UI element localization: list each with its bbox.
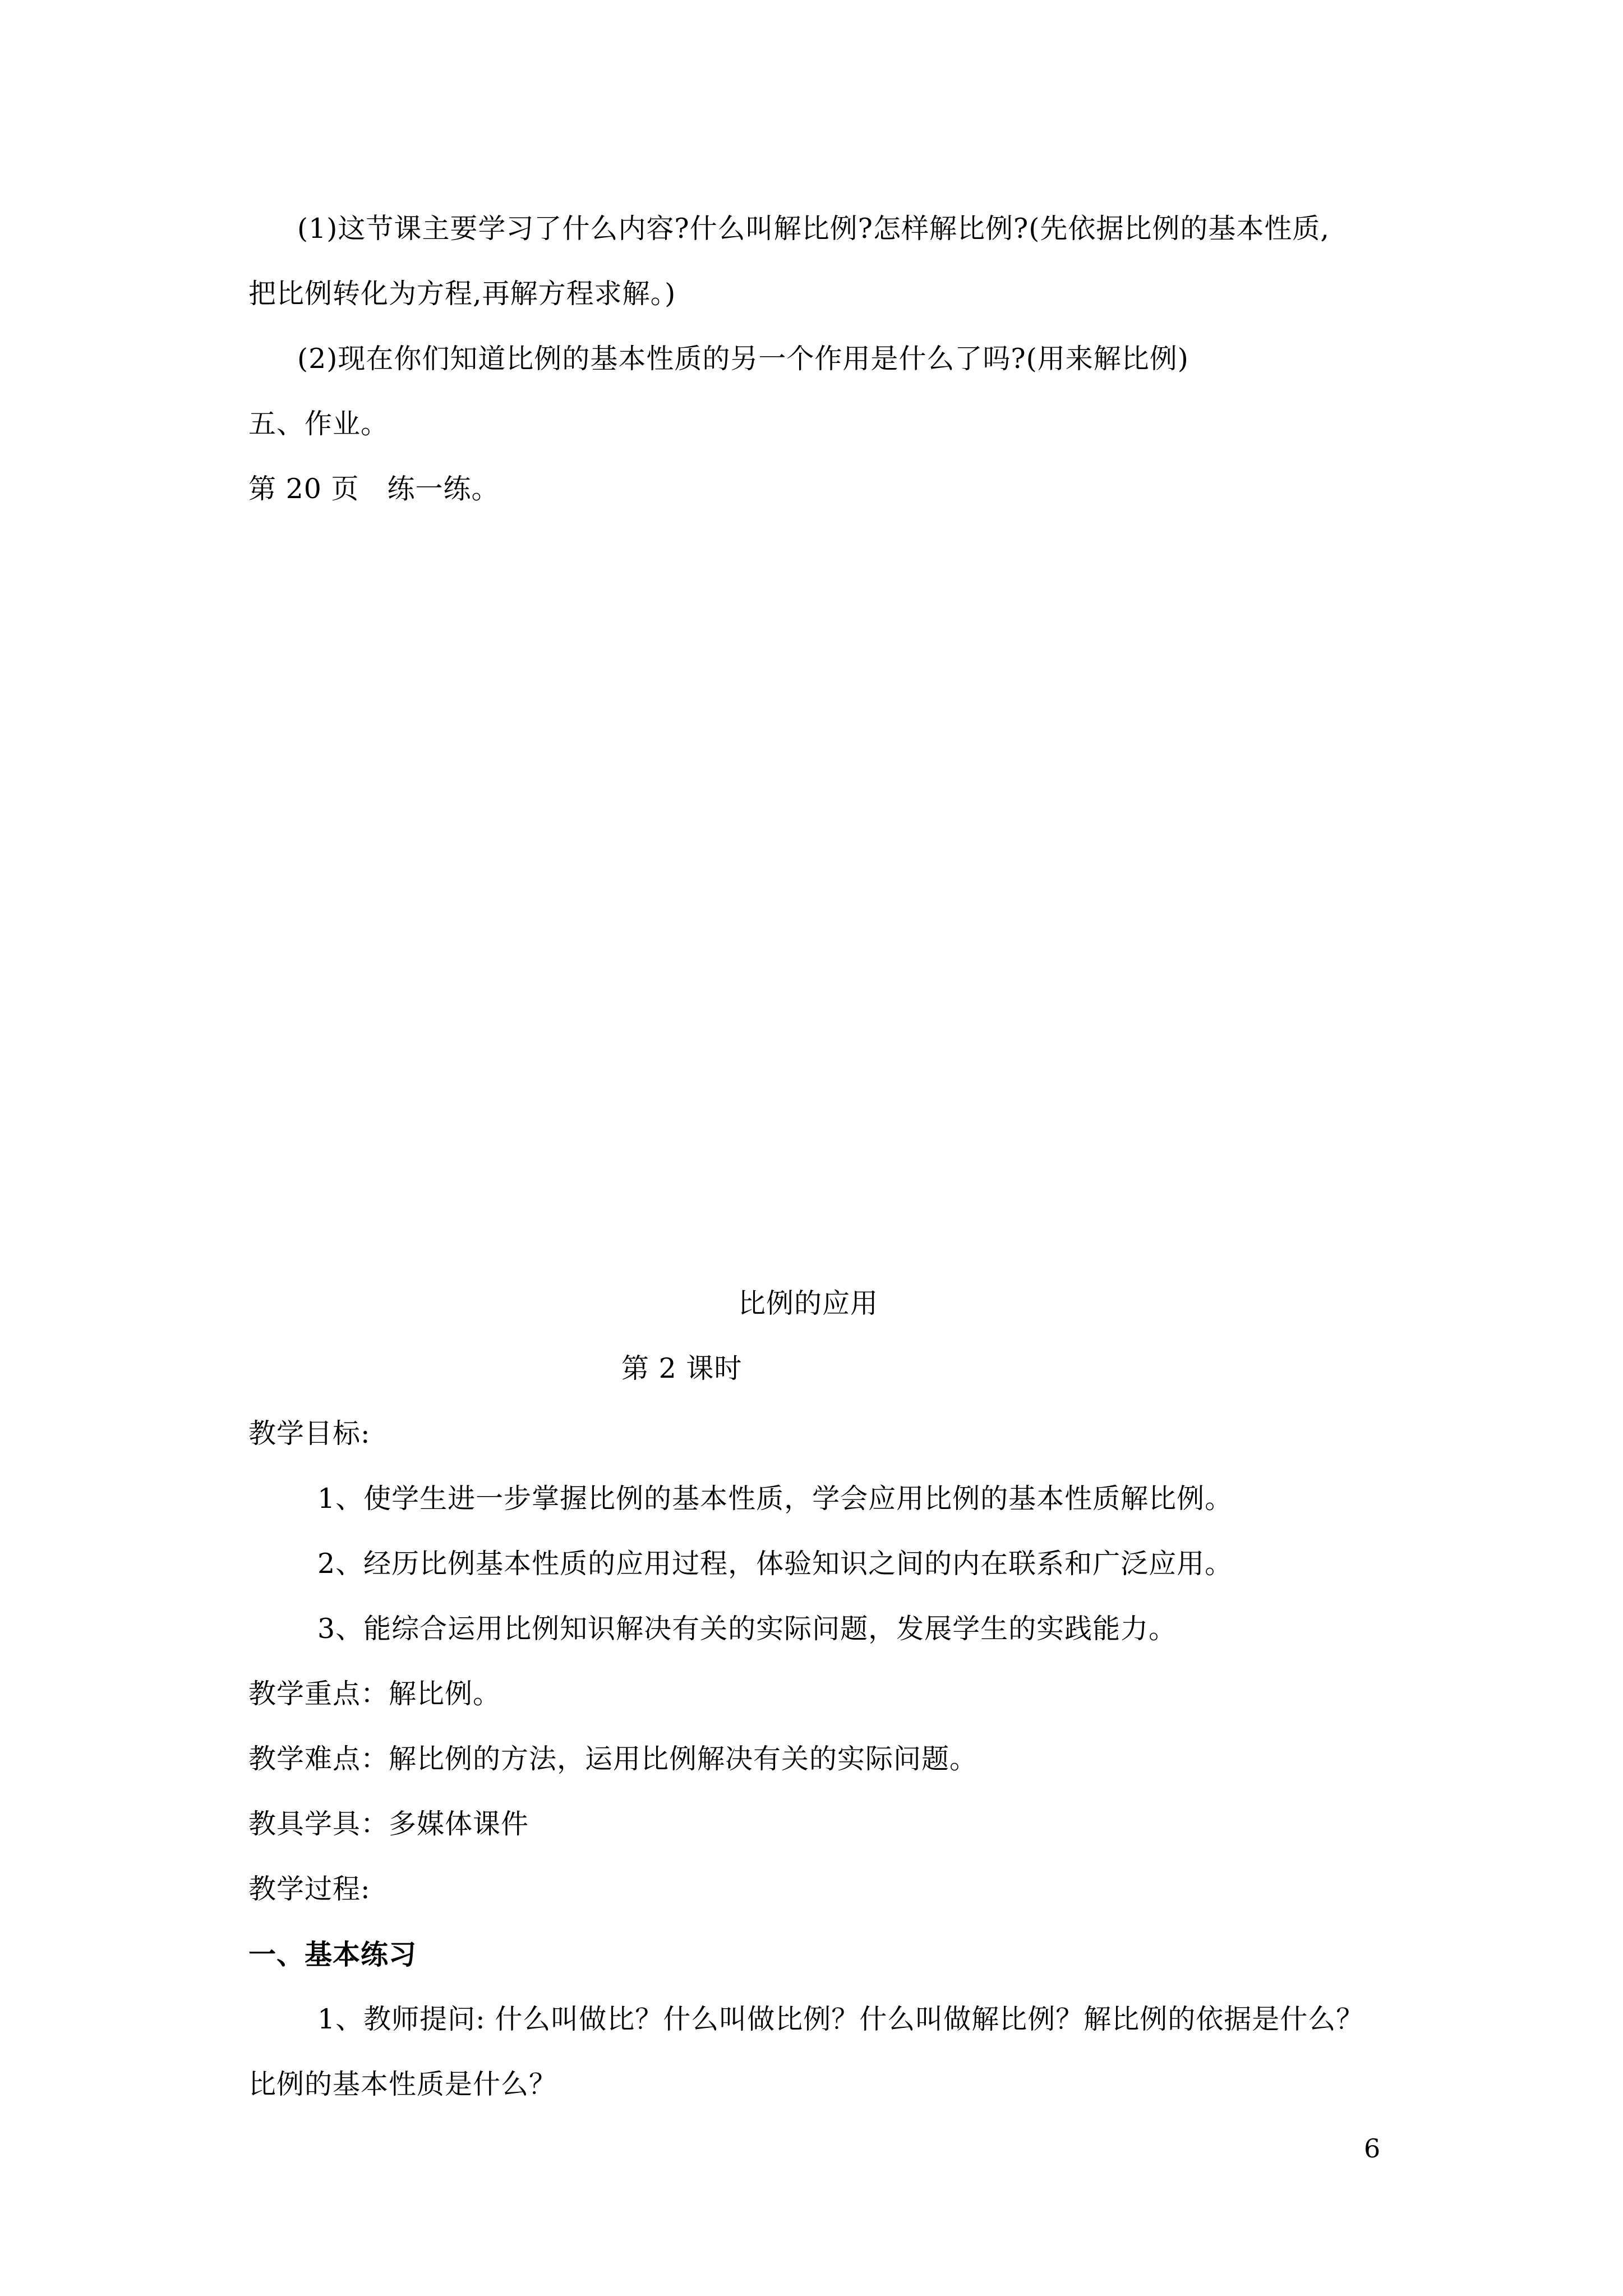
teaching-tools: 教具学具：多媒体课件 [248, 1808, 529, 1840]
part-1-question-line-1: 1、教师提问: 什么叫做比？什么叫做比例？什么叫做解比例？解比例的依据是什么？ [317, 2003, 1364, 2035]
objective-item-2: 2、经历比例基本性质的应用过程，体验知识之间的内在联系和广泛应用。 [317, 1548, 1233, 1580]
part-1-question-line-2: 比例的基本性质是什么？ [248, 2068, 557, 2100]
lesson-subtitle: 第 2 课时 [621, 1352, 743, 1384]
objective-item-1: 1、使学生进一步掌握比例的基本性质，学会应用比例的基本性质解比例。 [317, 1483, 1233, 1515]
part-1-heading: 一、基本练习 [248, 1938, 417, 1971]
homework-heading: 五、作业。 [248, 408, 389, 440]
key-point: 教学重点：解比例。 [248, 1678, 501, 1710]
objectives-heading: 教学目标: [248, 1418, 371, 1450]
summary-question-1-line-2: 把比例转化为方程,再解方程求解。) [248, 278, 676, 310]
summary-question-1-line-1: (1)这节课主要学习了什么内容?什么叫解比例?怎样解比例?(先依据比例的基本性质, [297, 213, 1330, 245]
process-heading: 教学过程: [248, 1873, 371, 1905]
lesson-title: 比例的应用 [738, 1287, 879, 1319]
page-number: 6 [1364, 2133, 1381, 2164]
difficulty: 教学难点：解比例的方法，运用比例解决有关的实际问题。 [248, 1743, 978, 1775]
summary-question-2: (2)现在你们知道比例的基本性质的另一个作用是什么了吗?(用来解比例) [297, 343, 1189, 375]
objective-item-3: 3、能综合运用比例知识解决有关的实际问题，发展学生的实践能力。 [317, 1613, 1177, 1645]
homework-content: 第 20 页 练一练。 [248, 473, 500, 505]
